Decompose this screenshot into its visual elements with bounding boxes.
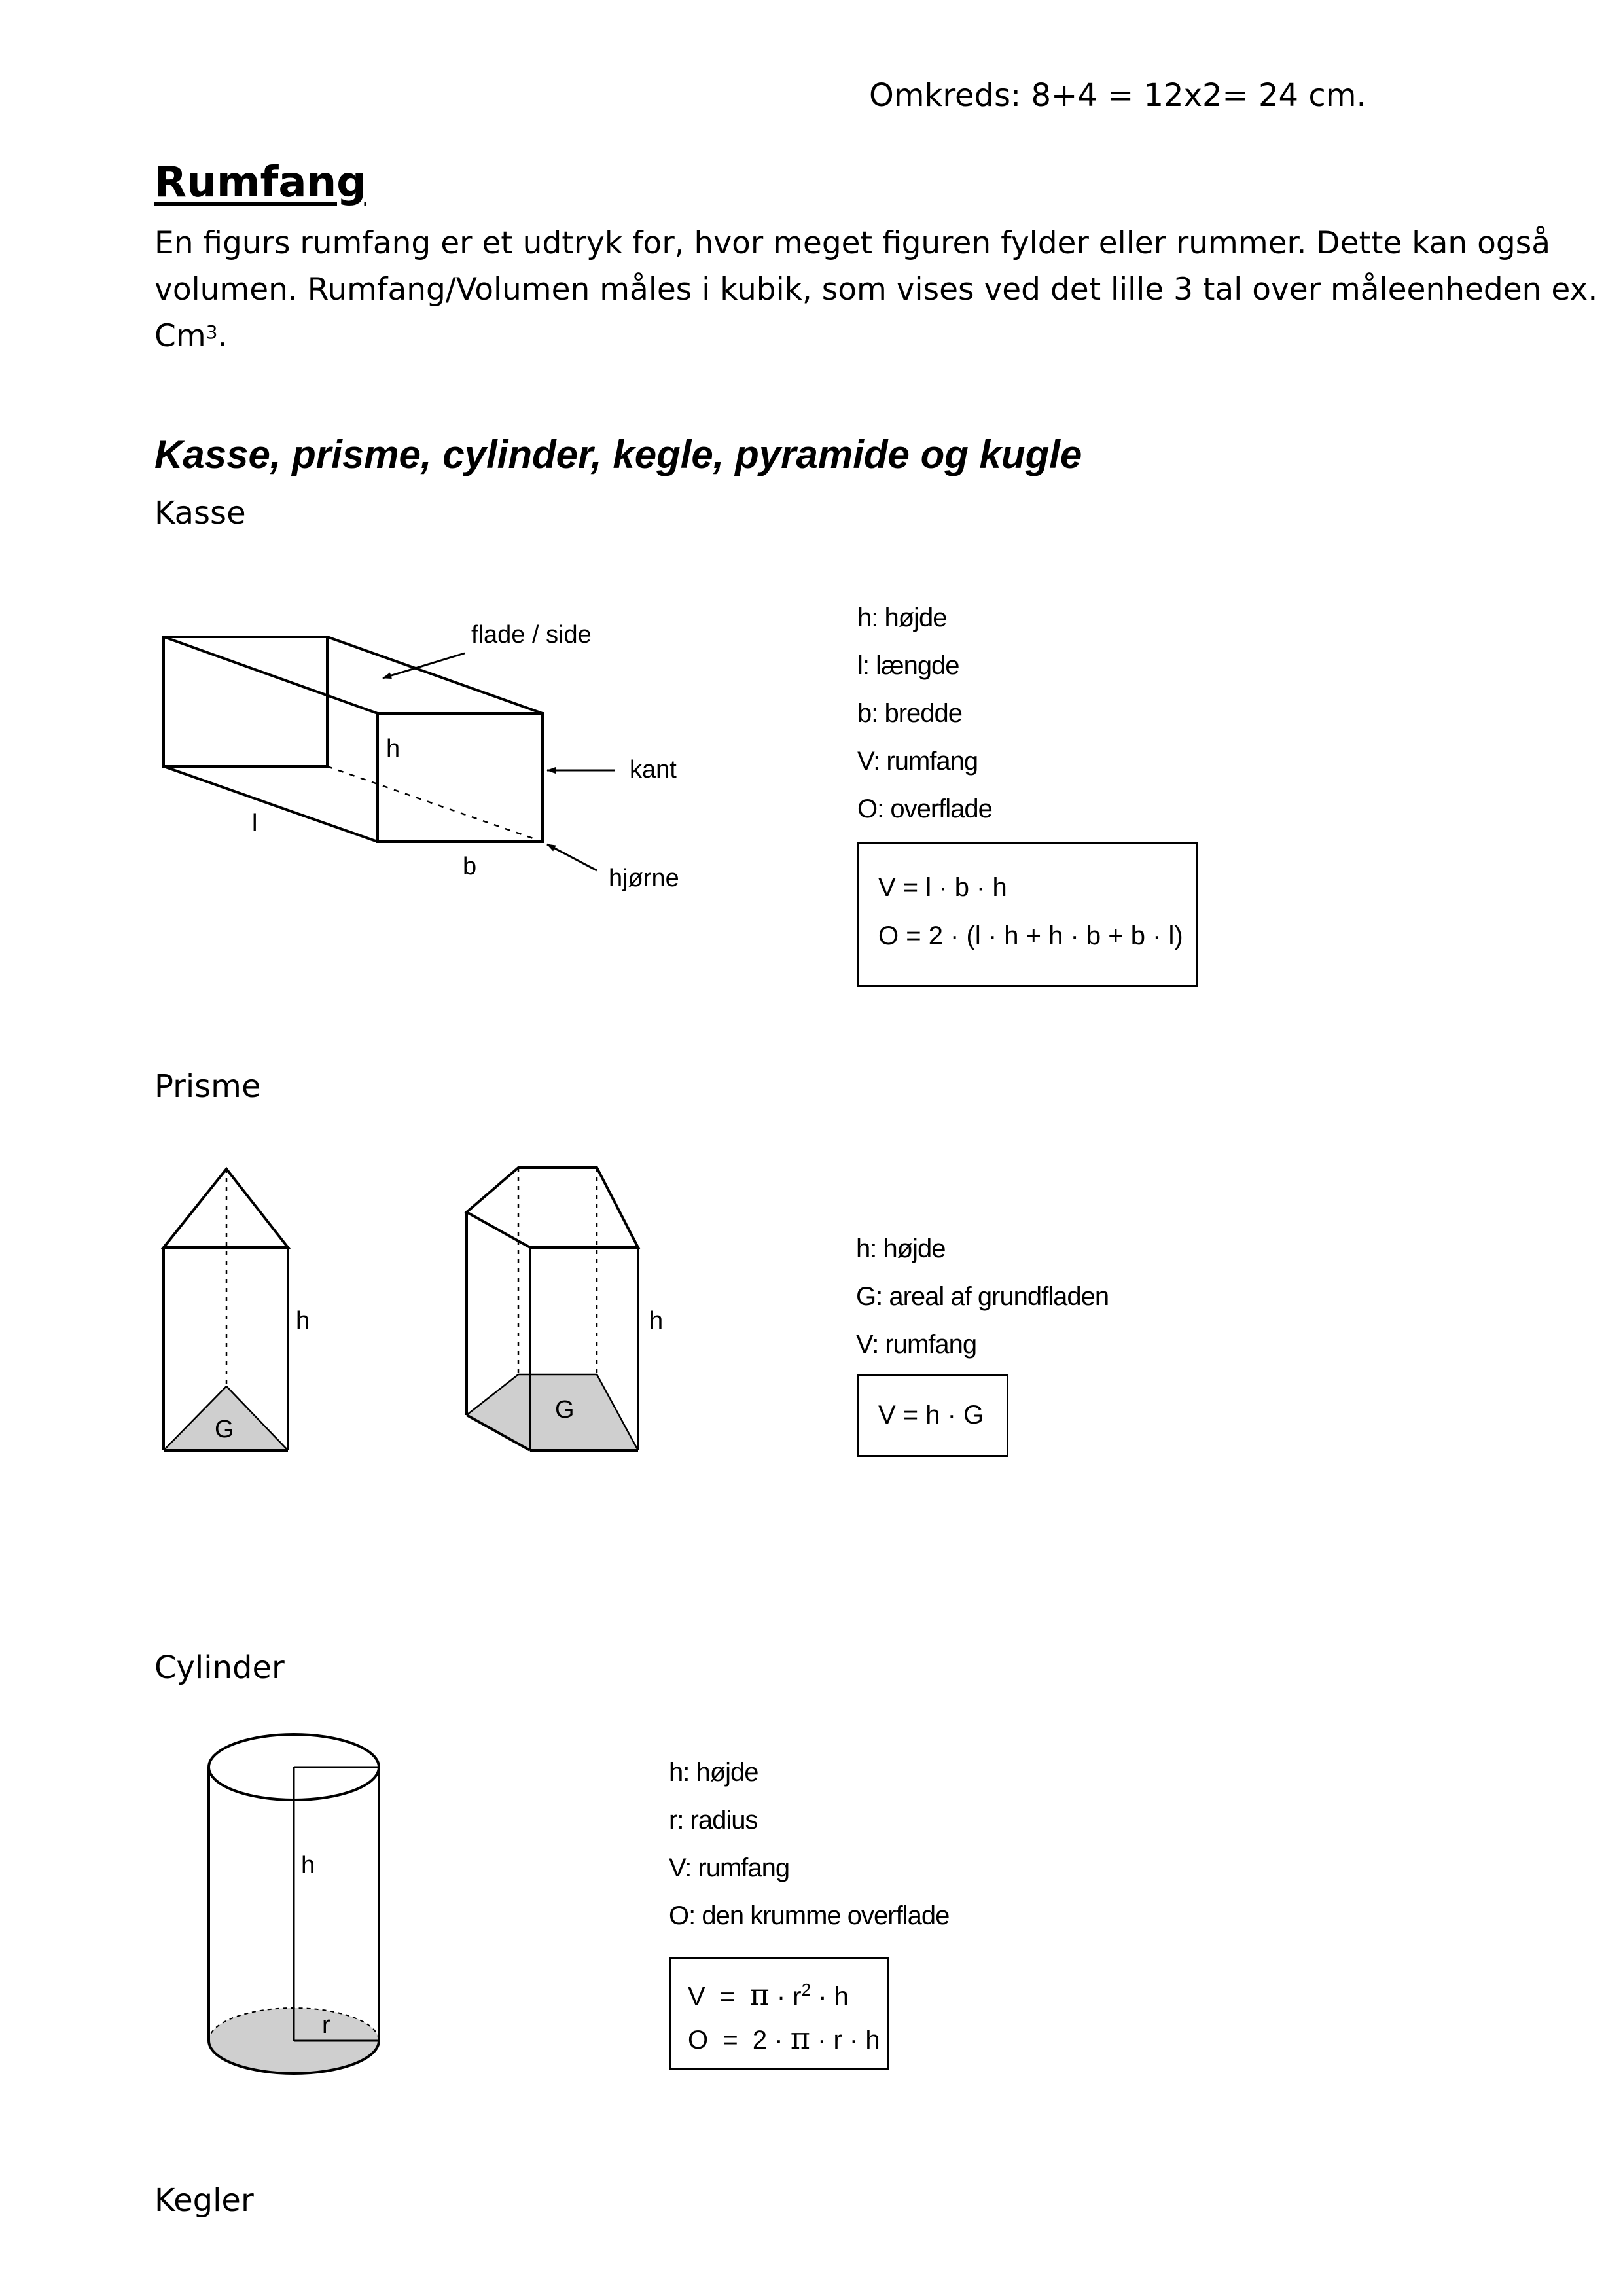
kasse-bottom-left-edge [164, 766, 378, 842]
pi-symbol: π [749, 1977, 770, 2013]
cylinder-legend-item: r: radius [669, 1806, 758, 1835]
kasse-legend [857, 594, 992, 833]
cylinder-legend-item: V: rumfang [669, 1854, 790, 1882]
heading-prisme: Prisme [154, 1068, 261, 1105]
heading-kegler: Kegler [154, 2182, 254, 2219]
kasse-top-left-edge [164, 637, 378, 713]
kasse-legend-item: l: længde [857, 651, 959, 680]
kasse-legend-item: V: rumfang [857, 747, 978, 776]
label-kasse-l: l [252, 810, 258, 837]
intro-line-1: En figurs rumfang er et udtryk for, hvor meget figuren fylder eller rummer. Dette kan også [154, 225, 1551, 261]
kasse-legend-item: h: højde [857, 603, 947, 632]
cylinder-formula-v: $V = \pi \cdot r^2 \cdot h$ [688, 1977, 849, 2013]
prisme-pent-base-fill [467, 1374, 638, 1450]
label-flade: flade / side [471, 621, 592, 649]
label-cylinder-h: h [301, 1852, 315, 1879]
label-hjorne: hjørne [609, 865, 679, 892]
kasse-formula-o: O = 2 · (l · h + h · b + b · l) [878, 922, 1183, 950]
arrow-flade [383, 653, 465, 678]
intro-line-2: volumen. Rumfang/Volumen måles i kubik, som vises ved det lille 3 tal over måleenheden ex. [154, 272, 1598, 308]
kasse-legend-item: O: overflade [857, 795, 992, 823]
kasse-legend-item: b: bredde [857, 699, 963, 728]
kasse-formula-v: V = l · b · h [878, 873, 1007, 902]
section-title-rumfang: Rumfang [154, 158, 366, 207]
prisme-triangular-figure [164, 1169, 288, 1450]
prisme-formula-box [857, 1374, 1008, 1457]
label-kant: kant [630, 756, 677, 783]
pi-symbol: π [790, 2020, 810, 2056]
kasse-formula-box [857, 842, 1198, 987]
intro-period: . [217, 318, 228, 354]
prisme-legend-item: G: areal af grundfladen [856, 1282, 1109, 1311]
label-prisme-pent-g: G [555, 1396, 575, 1424]
prisme-formula-v: V = h · G [878, 1401, 984, 1429]
prisme-pent-top [467, 1168, 638, 1247]
kasse-hidden-edge [327, 766, 543, 842]
label-prisme-pent-h: h [649, 1307, 664, 1335]
label-prisme-tri-h: h [296, 1307, 310, 1335]
label-prisme-tri-g: G [215, 1416, 234, 1443]
unit-exponent: 3 [205, 321, 218, 343]
cylinder-legend [669, 1749, 949, 1940]
prisme-legend-item: V: rumfang [856, 1330, 977, 1359]
prisme-legend-item: h: højde [856, 1234, 946, 1263]
unit-cm: Cm [154, 318, 206, 354]
cylinder-formula-o: O = 2 · π · r · h [688, 2020, 880, 2056]
label-kasse-b: b [463, 853, 477, 880]
cylinder-formula-box [669, 1957, 889, 2070]
kasse-back-face [164, 637, 327, 766]
omkreds-line: Omkreds: 8+4 = 12x2= 24 cm. [869, 77, 1366, 114]
arrow-hjorne [547, 844, 597, 870]
cylinder-legend-item: h: højde [669, 1758, 758, 1787]
kasse-front-face [378, 713, 543, 842]
shapes-subtitle: Kasse, prisme, cylinder, kegle, pyramide og kugle [154, 433, 1082, 476]
cylinder-legend-item: O: den krumme overflade [669, 1901, 950, 1930]
cylinder-figure [209, 1734, 379, 2073]
heading-kasse: Kasse [154, 495, 246, 531]
prisme-pentagonal-figure [467, 1168, 638, 1450]
heading-cylinder: Cylinder [154, 1649, 285, 1686]
label-kasse-h: h [386, 735, 401, 762]
prisme-legend [856, 1225, 1109, 1369]
label-cylinder-r: r [322, 2011, 330, 2039]
